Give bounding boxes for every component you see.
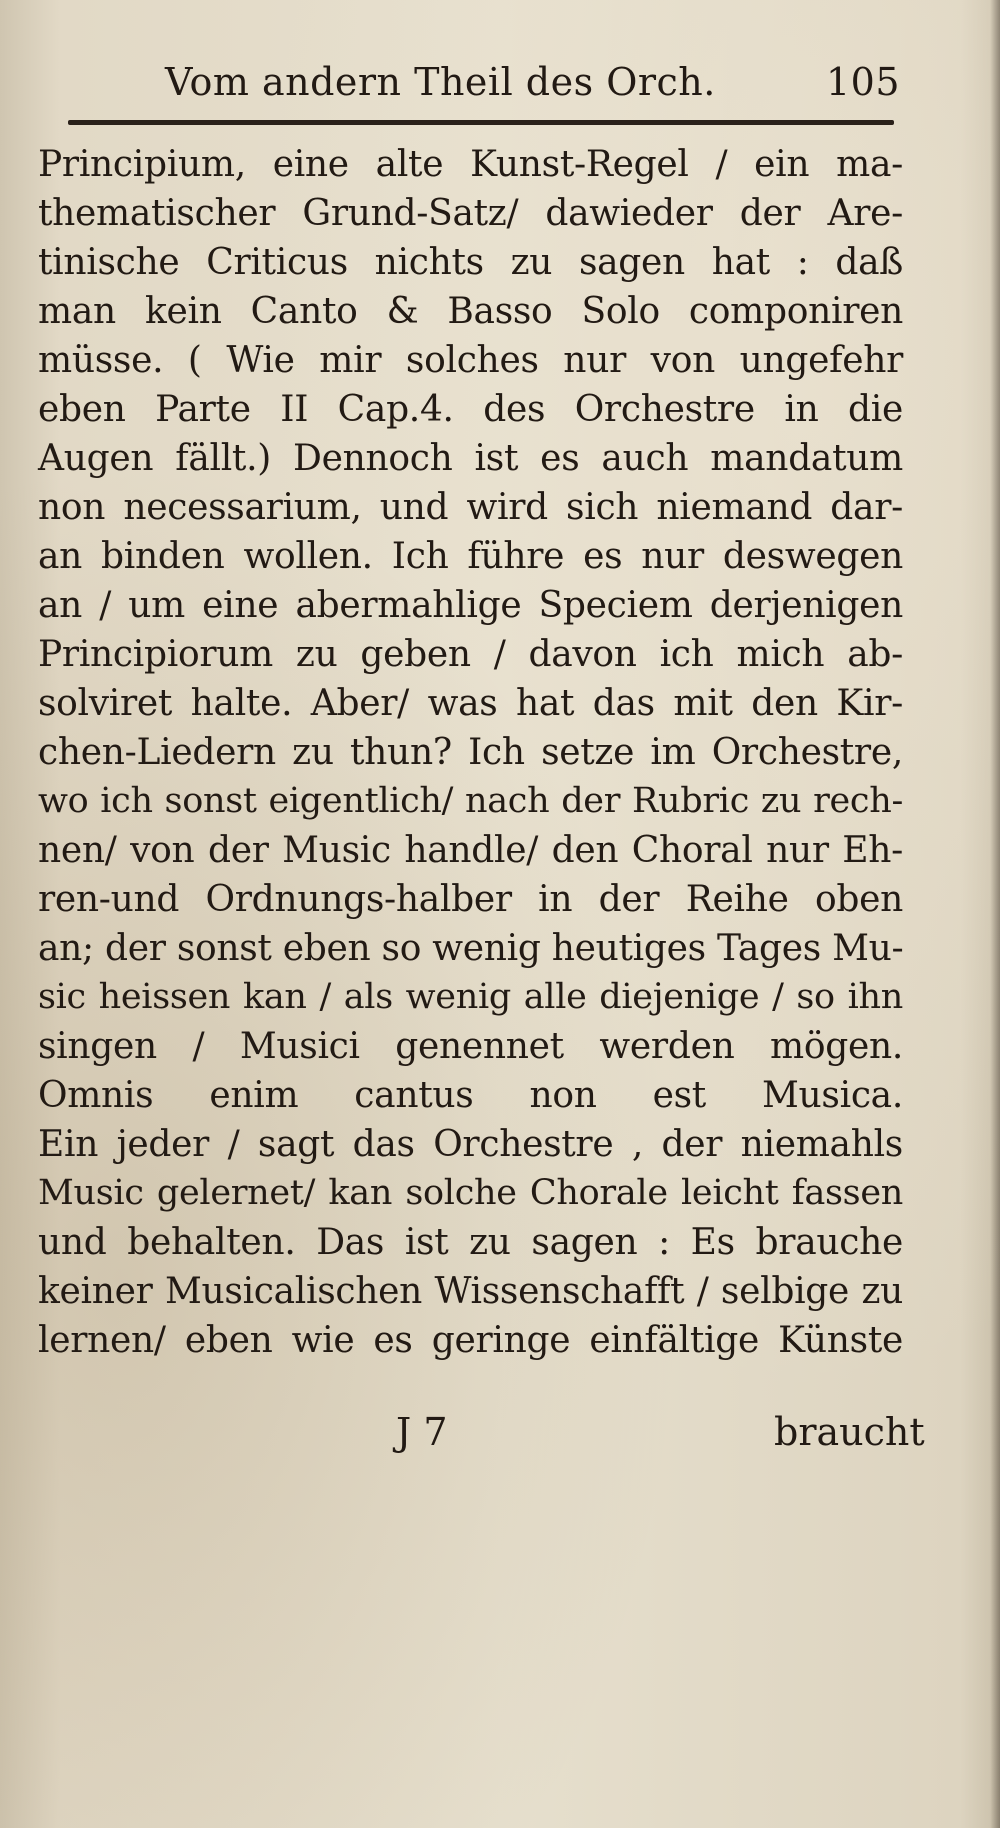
- running-head: Vom andern Theil des Orch.: [165, 60, 716, 104]
- text-line: man kein Canto & Basso Solo componiren: [38, 291, 903, 332]
- signature-mark: J 7: [396, 1410, 448, 1454]
- page-footer: [0, 1410, 1000, 1470]
- text-line: singen / Musici genennet werden mögen.: [38, 1026, 903, 1067]
- text-line: keiner Musicalischen Wissenschafft / selbige zu: [38, 1271, 903, 1312]
- text-line: ren-und Ordnungs-halber in der Reihe oben: [38, 879, 903, 920]
- text-line: Omnis enim cantus non est Musica.: [38, 1075, 903, 1116]
- text-line: und behalten. Das ist zu sagen : Es brauche: [38, 1222, 903, 1263]
- text-line: Principiorum zu geben / davon ich mich ab-: [38, 634, 903, 675]
- header-rule: [68, 120, 894, 125]
- text-line: non necessarium, und wird sich niemand dar-: [38, 487, 903, 528]
- text-line: Principium, eine alte Kunst-Regel / ein ma-: [38, 144, 903, 185]
- page-edge-shadow: [990, 0, 1000, 1828]
- catchword: braucht: [774, 1410, 925, 1454]
- text-line: lernen/ eben wie es geringe einfältige Künste: [38, 1320, 903, 1361]
- text-line: an binden wollen. Ich führe es nur deswegen: [38, 536, 903, 577]
- text-line: müsse. ( Wie mir solches nur von ungefehr: [38, 340, 903, 381]
- text-line: an; der sonst eben so wenig heutiges Tages Mu-: [38, 928, 904, 969]
- text-line: thematischer Grund-Satz/ dawieder der Are-: [38, 193, 903, 234]
- page-header: [165, 52, 900, 112]
- text-line: solviret halte. Aber/ was hat das mit den Kir-: [38, 683, 903, 724]
- text-line: Music gelernet/ kan solche Chorale leicht fassen: [38, 1173, 903, 1213]
- text-line: eben Parte II Cap.4. des Orchestre in die: [38, 389, 903, 430]
- text-line: sic heissen kan / als wenig alle diejenige / so ihn: [38, 977, 903, 1017]
- text-line: Augen fällt.) Dennoch ist es auch mandatum: [38, 438, 903, 479]
- text-line: tinische Criticus nichts zu sagen hat : daß: [38, 242, 903, 283]
- text-line: nen/ von der Music handle/ den Choral nur Eh-: [38, 830, 903, 871]
- page-number: 105: [825, 60, 900, 104]
- body-text: [38, 140, 903, 1365]
- text-line: wo ich sonst eigentlich/ nach der Rubric zu rech-: [38, 781, 903, 821]
- text-line: an / um eine abermahlige Speciem derjenigen: [38, 585, 903, 626]
- text-line: chen-Liedern zu thun? Ich setze im Orchestre,: [38, 732, 903, 773]
- text-line: Ein jeder / sagt das Orchestre , der niemahls: [38, 1124, 903, 1165]
